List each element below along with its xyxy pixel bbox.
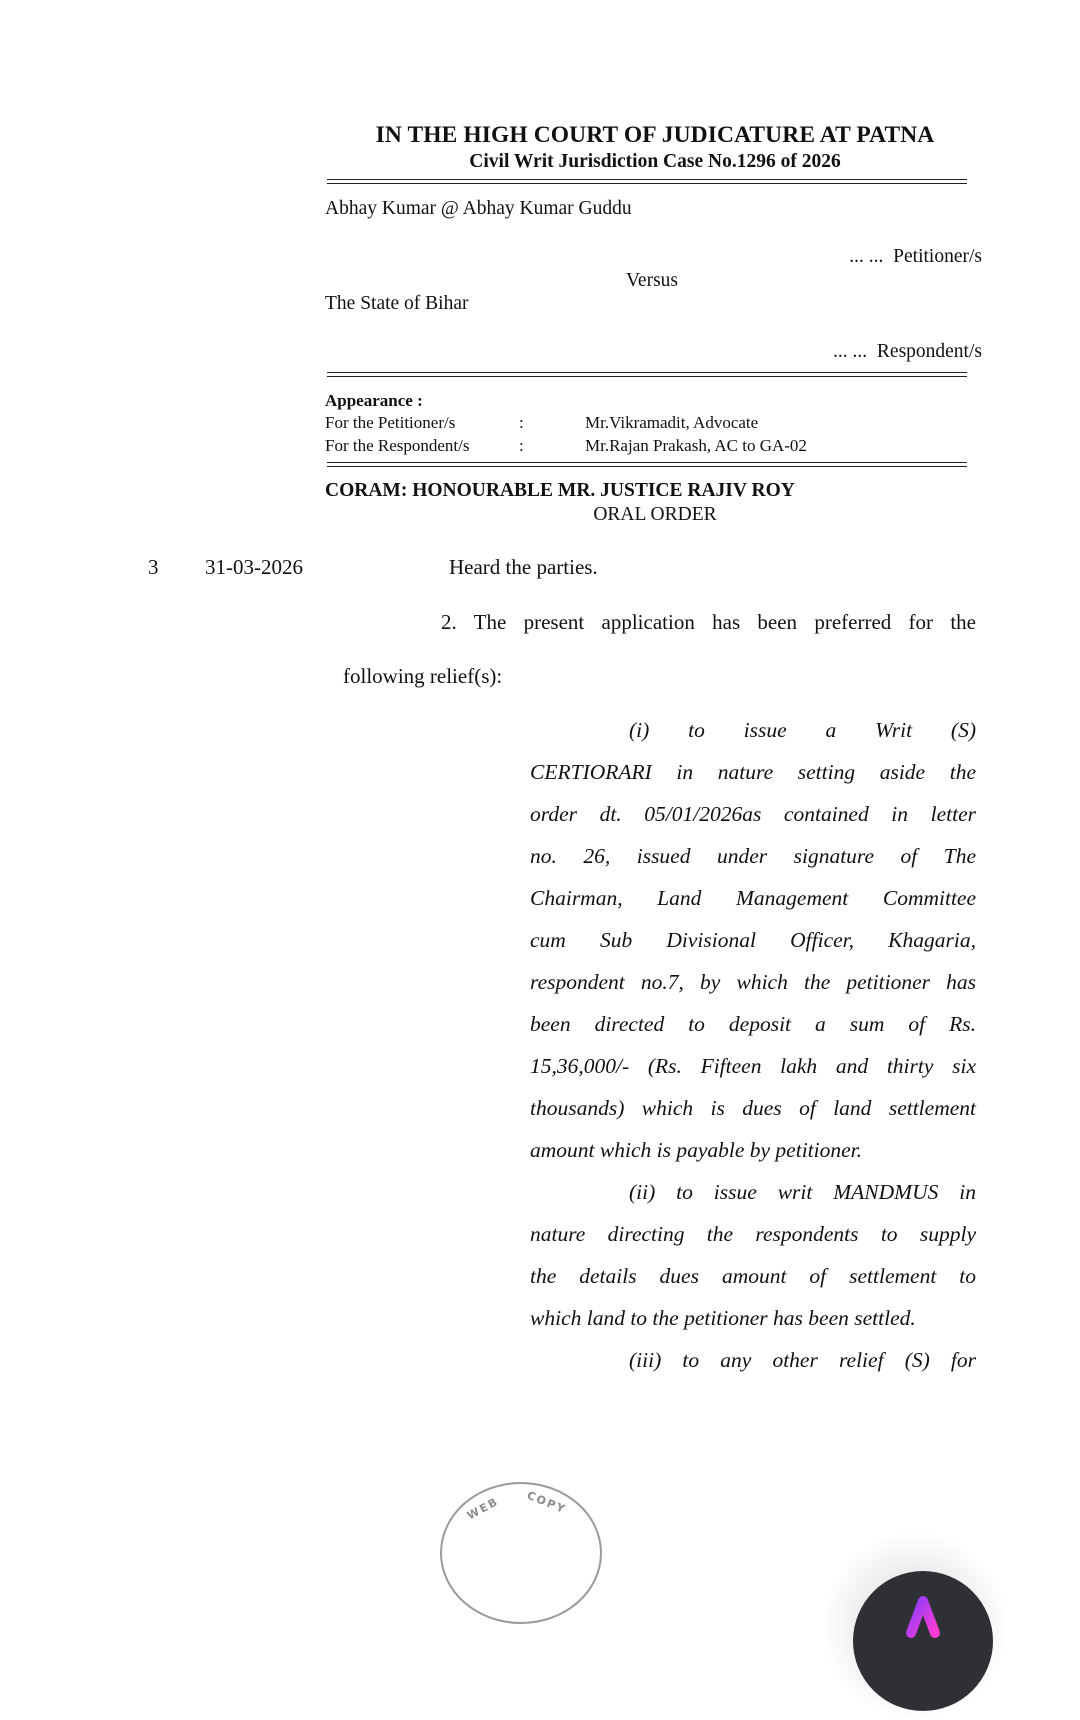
app-logo-a-icon [853, 1571, 993, 1711]
order-paragraph-2-cont: following relief(s): [343, 664, 503, 688]
order-date: 31-03-2026 [205, 555, 303, 579]
appearance-heading: Appearance : [325, 391, 423, 410]
relief-line: Chairman, Land Management Committee [530, 886, 976, 910]
relief-line: (i) to issue a Writ (S) [629, 718, 976, 742]
relief-line: amount which is payable by petitioner. [530, 1138, 863, 1162]
separator-rule [327, 372, 967, 377]
relief-line: thousands) which is dues of land settlement [530, 1096, 976, 1120]
respondent-name: The State of Bihar [325, 293, 469, 314]
case-number: Civil Writ Jurisdiction Case No.1296 of 2026 [469, 151, 841, 172]
web-copy-stamp [440, 1482, 602, 1624]
appearance-separator: : [519, 413, 524, 432]
order-type: ORAL ORDER [593, 504, 717, 525]
order-paragraph-2: 2. The present application has been preferred for the [441, 610, 976, 634]
order-paragraph-1: Heard the parties. [449, 555, 598, 579]
relief-line: which land to the petitioner has been settled. [530, 1306, 916, 1330]
relief-line: (ii) to issue writ MANDMUS in [629, 1180, 976, 1204]
appearance-separator: : [519, 436, 524, 455]
separator-rule [327, 179, 967, 184]
coram: CORAM: HONOURABLE MR. JUSTICE RAJIV ROY [325, 480, 795, 501]
relief-line: respondent no.7, by which the petitioner has [530, 970, 976, 994]
relief-line: no. 26, issued under signature of The [530, 844, 976, 868]
relief-line: cum Sub Divisional Officer, Khagaria, [530, 928, 976, 952]
appearance-label: For the Petitioner/s [325, 413, 456, 432]
petitioner-name: Abhay Kumar @ Abhay Kumar Guddu [325, 198, 632, 219]
separator-rule [327, 462, 967, 467]
court-title: IN THE HIGH COURT OF JUDICATURE AT PATNA [375, 122, 935, 148]
appearance-label: For the Respondent/s [325, 436, 470, 455]
relief-line: been directed to deposit a sum of Rs. [530, 1012, 976, 1036]
relief-line: order dt. 05/01/2026as contained in letter [530, 802, 976, 826]
relief-line: (iii) to any other relief (S) for [629, 1348, 976, 1372]
relief-line: 15,36,000/- (Rs. Fifteen lakh and thirty six [530, 1054, 976, 1078]
relief-line: the details dues amount of settlement to [530, 1264, 976, 1288]
petitioner-role: ... ... Petitioner/s [849, 246, 982, 267]
appearance-value: Mr.Rajan Prakash, AC to GA-02 [585, 436, 807, 455]
order-serial: 3 [148, 555, 159, 579]
respondent-role: ... ... Respondent/s [833, 341, 982, 362]
relief-line: CERTIORARI in nature setting aside the [530, 760, 976, 784]
versus-label: Versus [626, 270, 678, 291]
appearance-value: Mr.Vikramadit, Advocate [585, 413, 759, 432]
stamp-text-right: COPY [525, 1488, 569, 1517]
relief-line: nature directing the respondents to supply [530, 1222, 976, 1246]
stamp-text-left: WEB [464, 1494, 502, 1523]
assistant-fab-button[interactable] [853, 1571, 993, 1711]
